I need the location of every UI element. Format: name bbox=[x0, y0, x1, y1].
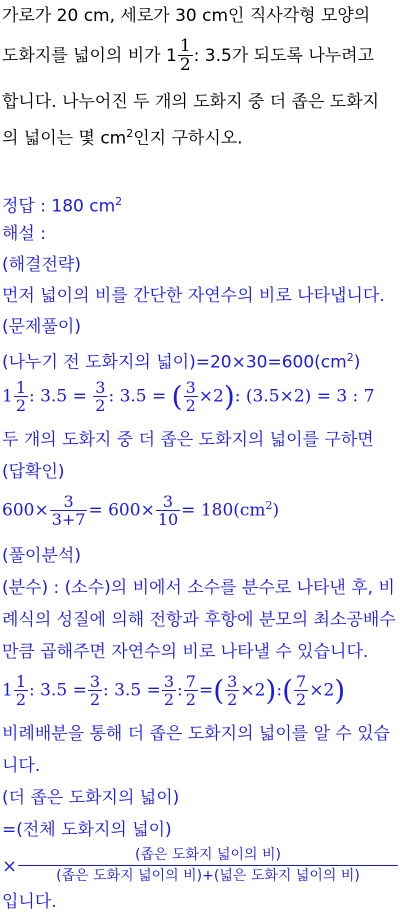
eq1-part-5: : (3.5×2) = 3 : 7 bbox=[234, 386, 375, 407]
eq1-whole: 1 bbox=[2, 386, 13, 407]
eq2-part-3: : 3.5 = bbox=[103, 680, 161, 701]
eq2-part-6: ×2 bbox=[240, 680, 266, 701]
solution-header: 해설 : bbox=[2, 224, 46, 244]
analysis-line-3: 만큼 곱해주면 자연수의 비로 나타낼 수 있습니다. bbox=[2, 642, 369, 662]
ending: 입니다. bbox=[2, 892, 57, 912]
eq2-rparen-1: ) bbox=[265, 674, 277, 707]
eq1-frac-2: $\frac{3}{2}$ bbox=[95, 378, 106, 415]
question-fraction: $\frac{1}{2}$ bbox=[179, 36, 191, 75]
area-equation-text: (나누기 전 도화지의 넓이)=20×30=600(cm bbox=[2, 352, 347, 373]
proportion-line-2: 니다. bbox=[2, 756, 41, 776]
big-fraction bbox=[18, 845, 398, 886]
check-part-3: = 180(cm bbox=[181, 500, 266, 521]
eq2-frac-4: $\frac{7}{2}$ bbox=[185, 672, 196, 709]
eq2-frac-5: $\frac{3}{2}$ bbox=[227, 672, 238, 709]
times-sign: × bbox=[2, 856, 18, 877]
analysis-line-2: 례식의 성질에 의해 전항과 후항에 분모의 최소공배수 bbox=[2, 610, 396, 630]
eq2-lparen-2: ( bbox=[282, 674, 294, 707]
eq2-part-2: : 3.5 = bbox=[29, 680, 87, 701]
ratio-equation-1 bbox=[2, 380, 375, 414]
eq1-part-4: ×2 bbox=[198, 386, 224, 407]
check-frac-1: $\frac{3}{3+7}$ bbox=[51, 492, 86, 530]
eq2-frac-1: $\frac{1}{2}$ bbox=[15, 672, 27, 709]
total-label: =(전체 도화지의 넓이) bbox=[2, 820, 172, 840]
eq2-part-5: = bbox=[198, 680, 214, 701]
check-part-1: 600× bbox=[2, 500, 49, 521]
problem-title: (문제풀이) bbox=[2, 317, 81, 337]
eq1-part-2: : 3.5 = bbox=[29, 386, 87, 407]
question-line-2-post: : 3.5가 되도록 나누려고 bbox=[193, 46, 375, 66]
eq2-part-7: : bbox=[276, 680, 283, 701]
eq1-part-3: : 3.5 = bbox=[108, 386, 167, 407]
strategy-text: 먼저 넓이의 비를 간단한 자연수의 비로 나타냅니다. bbox=[2, 286, 385, 306]
ratio-equation-2 bbox=[2, 674, 345, 708]
eq2-rparen-2: ) bbox=[334, 674, 346, 707]
check-title: (답확인) bbox=[2, 462, 65, 482]
answer-label: 정답 : 180 cm bbox=[2, 196, 116, 217]
check-frac-2: $\frac{3}{10}$ bbox=[157, 492, 179, 530]
eq2-frac-6: $\frac{7}{2}$ bbox=[296, 672, 307, 709]
narrow-label: (더 좁은 도화지의 넓이) bbox=[2, 788, 180, 808]
analysis-line-1: (분수) : (소수)의 비에서 소수를 분수로 나타낸 후, 비 bbox=[2, 578, 395, 598]
question-line-4-pre: 의 넓이는 몇 cm bbox=[2, 128, 127, 149]
check-part-2: = 600× bbox=[88, 500, 155, 521]
eq1-lparen: ( bbox=[171, 380, 183, 413]
question-line-3: 합니다. 나누어진 두 개의 도화지 중 더 좁은 도화지 bbox=[2, 92, 380, 112]
strategy-title: (해결전략) bbox=[2, 255, 81, 275]
eq1-frac-3: $\frac{3}{2}$ bbox=[185, 378, 196, 415]
proportion-line-1: 비례배분을 통해 더 좁은 도화지의 넓이를 알 수 있습 bbox=[2, 724, 391, 744]
question-line-2 bbox=[2, 38, 374, 74]
big-fraction-denominator: (좁은 도화지 넓이의 비)+(넓은 도화지 넓이의 비) bbox=[18, 865, 398, 886]
answer-line bbox=[2, 190, 122, 219]
area-equation-sup: 2 bbox=[346, 351, 354, 364]
question-line-2-pre: 도화지를 넓이의 비가 1 bbox=[2, 46, 177, 66]
eq2-frac-2: $\frac{3}{2}$ bbox=[89, 672, 101, 709]
check-part-4: ) bbox=[272, 500, 280, 521]
find-text: 두 개의 도화지 중 더 좁은 도화지의 넓이를 구하면 bbox=[2, 430, 374, 450]
eq2-lparen-1: ( bbox=[213, 674, 225, 707]
check-equation bbox=[2, 494, 279, 528]
eq1-rparen: ) bbox=[223, 380, 235, 413]
eq2-frac-3: $\frac{3}{2}$ bbox=[163, 672, 175, 709]
question-line-4-post: 인지 구하시오. bbox=[133, 128, 243, 149]
analysis-title: (풀이분석) bbox=[2, 546, 81, 566]
question-line-1: 가로가 20 cm, 세로가 30 cm인 직사각형 모양의 bbox=[2, 6, 371, 26]
question-line-4-sup: 2 bbox=[126, 127, 134, 140]
eq2-whole: 1 bbox=[2, 680, 13, 701]
answer-sup: 2 bbox=[115, 195, 123, 208]
question-line-4 bbox=[2, 122, 243, 151]
area-equation-close: ) bbox=[353, 352, 361, 373]
eq1-frac-1: $\frac{1}{2}$ bbox=[15, 378, 27, 415]
big-fraction-numerator: (좁은 도화지 넓이의 비) bbox=[135, 847, 281, 863]
eq2-part-8: ×2 bbox=[309, 680, 335, 701]
eq2-part-4: : bbox=[177, 680, 183, 701]
area-equation bbox=[2, 346, 360, 375]
big-fraction-row bbox=[2, 845, 398, 889]
check-sup: 2 bbox=[265, 499, 273, 512]
